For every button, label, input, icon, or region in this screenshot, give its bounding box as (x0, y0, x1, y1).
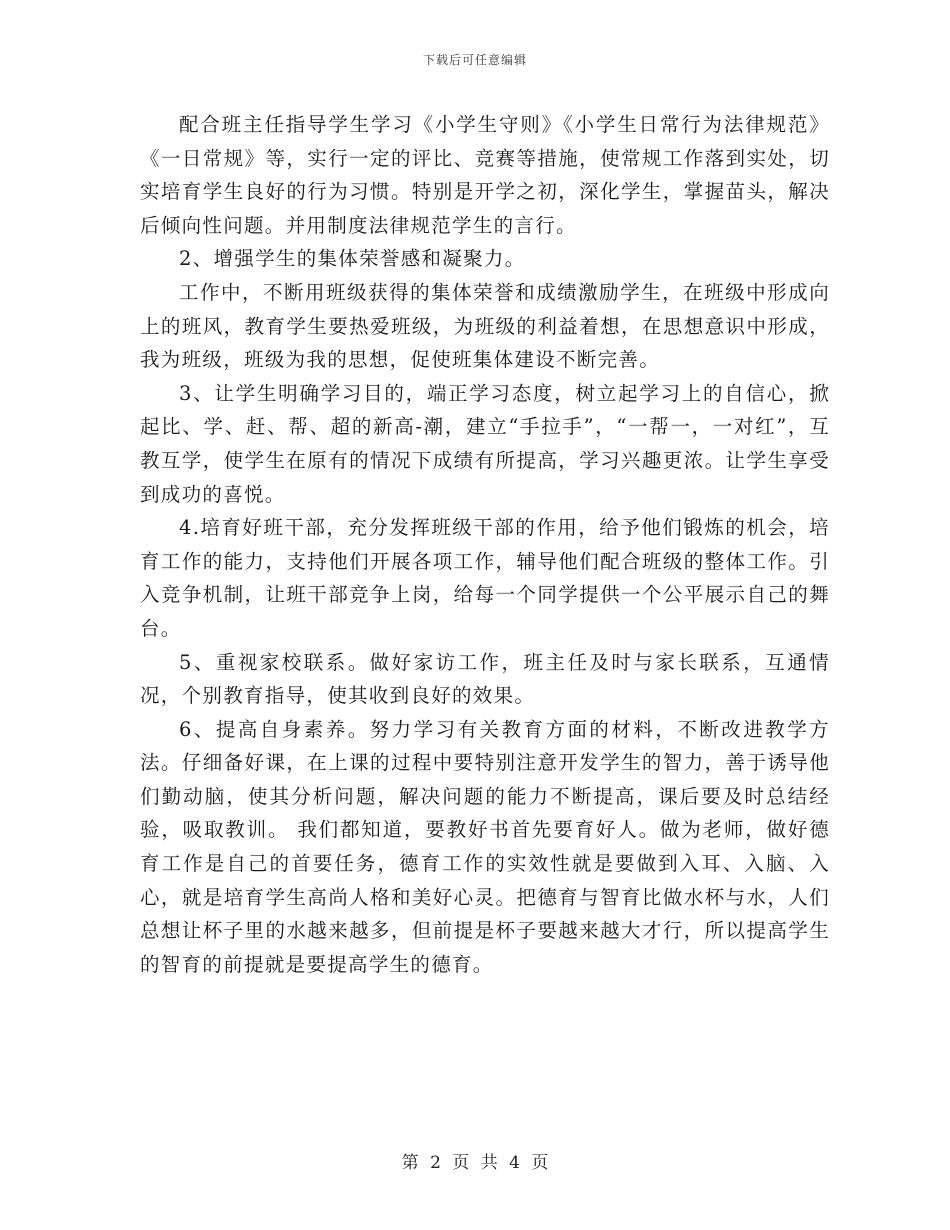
page-header: 下载后可任意编辑 (422, 53, 527, 67)
paragraph-4: 3、让学生明确学习目的，端正学习态度，树立起学习上的自信心，掀起比、学、赶、帮、超的新高-潮，建立“手拉手”，“一帮一，一对红”，互教互学，使学生在原有的情况下成绩有所提高，学习兴趣更浓。让学生享受到成功的喜悦。 (140, 381, 830, 506)
paragraph-1: 配合班主任指导学生学习《小学生守则》《小学生日常行为法律规范》《一日常规》等，实行一定的评比、竞赛等措施，使常规工作落到实处，切实培育学生良好的行为习惯。特别是开学之初，深化学生，掌握苗头，解决后倾向性问题。并用制度法律规范学生的言行。 (140, 113, 830, 237)
document-body (140, 108, 830, 981)
paragraph-7: 6、提高自身素养。努力学习有关教育方面的材料，不断改进教学方法。仔细备好课，在上课的过程中要特别注意开发学生的智力，善于诱导他们勤动脑，使其分析问题，解决问题的能力不断提高，课后要及时总结经验，吸取教训。 我们都知道，要教好书首先要育好人。做为老师，做好德育工作是自己的首要任务，德育工作的实效性就是要做到入耳、入脑、入心，就是培育学生高尚人格和美好心灵。把德育与智育比做水杯与水，人们总想让杯子里的水越来越多，但前提是杯子要越来越大才行，所以提高学生的智育的前提就是要提高学生的德育。 (140, 717, 830, 976)
paragraph-2: 2、增强学生的集体荣誉感和凝聚力。 (179, 247, 526, 271)
page-number: 第 2 页 共 4 页 (401, 1153, 549, 1173)
paragraph-6: 5、重视家校联系。做好家访工作，班主任及时与家长联系，互通情况，个别教育指导，使其收到良好的效果。 (140, 650, 830, 708)
paragraph-5: 4.培育好班干部，充分发挥班级干部的作用，给予他们锻炼的机会，培育工作的能力，支持他们开展各项工作，辅导他们配合班级的整体工作。引入竞争机制，让班干部竞争上岗，给每一个同学提供一个公平展示自己的舞台。 (140, 516, 830, 640)
paragraph-3: 工作中，不断用班级获得的集体荣誉和成绩激励学生，在班级中形成向上的班风，教育学生要热爱班级，为班级的利益着想，在思想意识中形成，我为班级，班级为我的思想，促使班集体建设不断完善。 (140, 280, 830, 372)
